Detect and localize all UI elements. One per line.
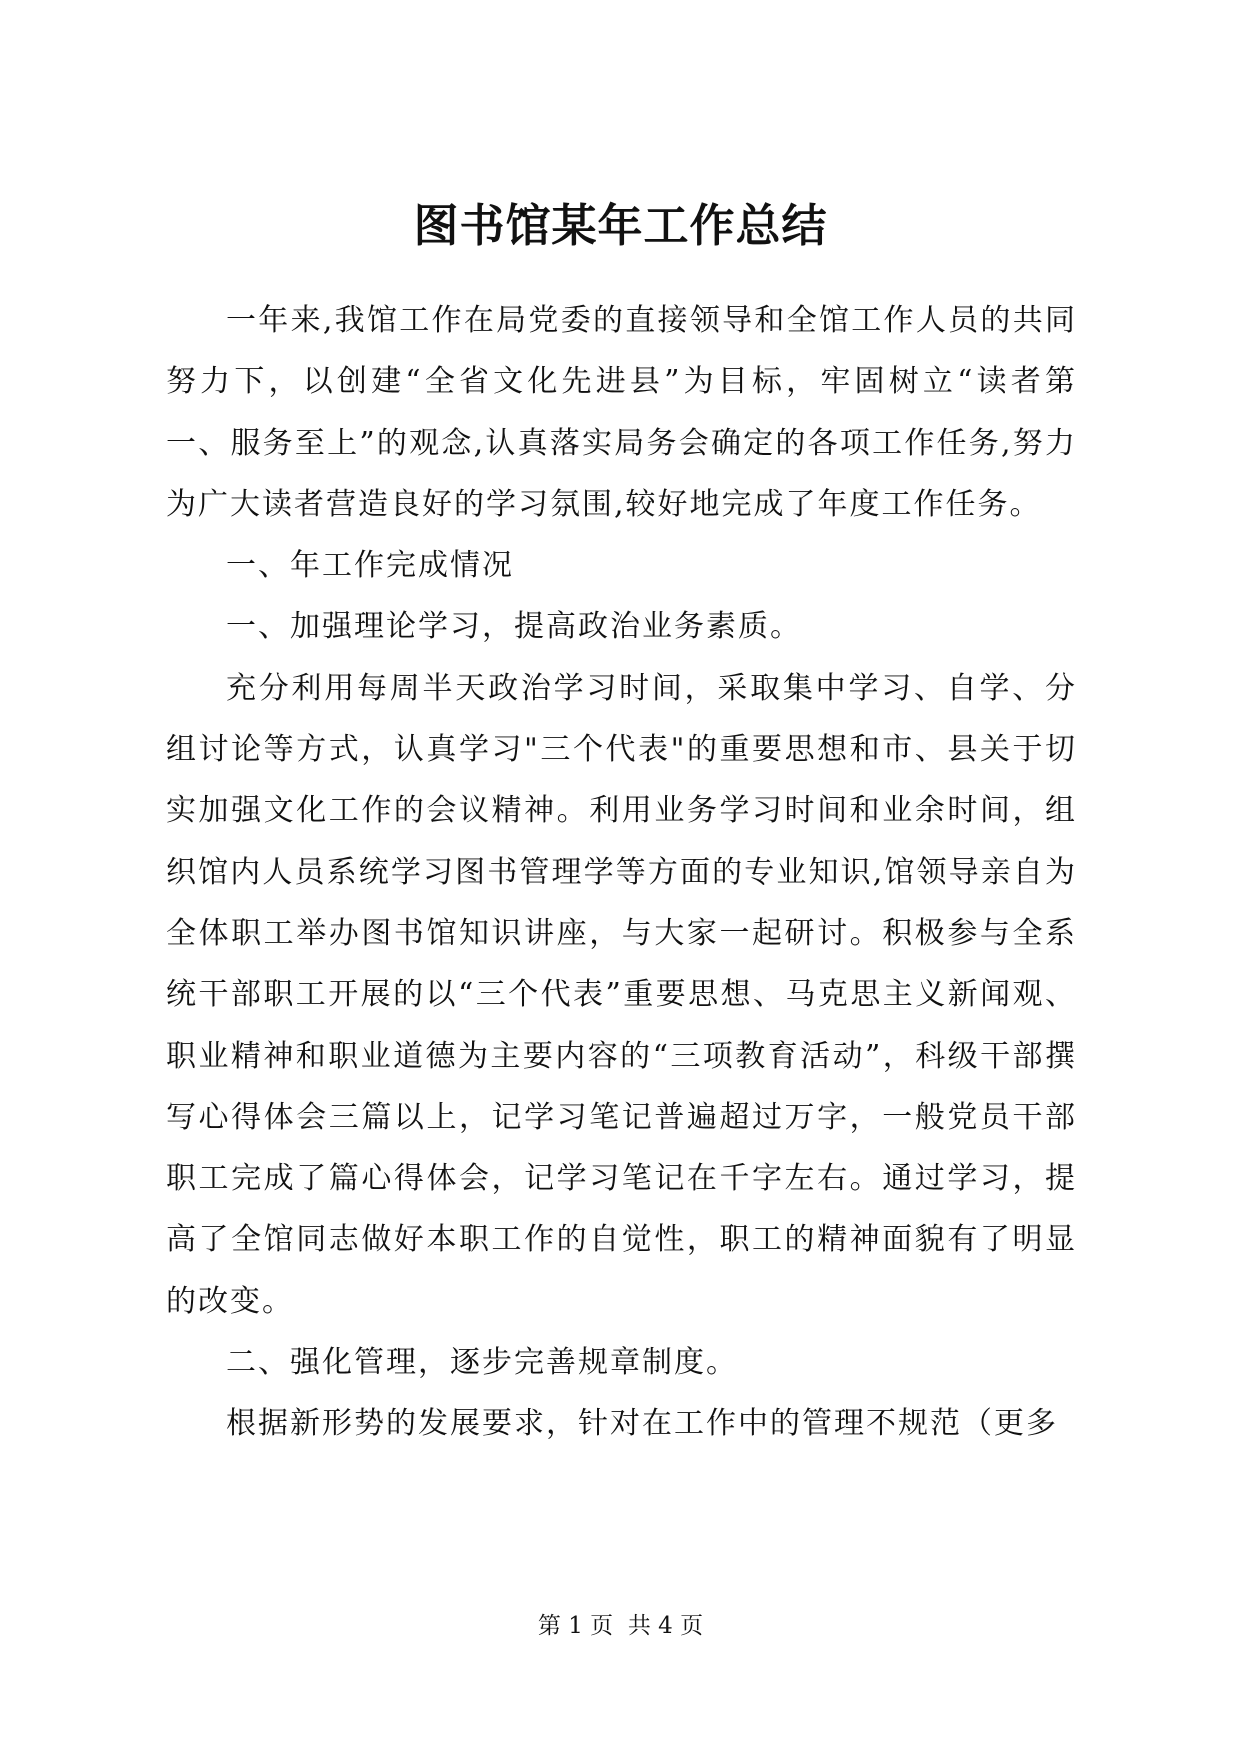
page-number: 第 1 页 (537, 1613, 614, 1639)
section-heading-1: 一、年工作完成情况 (226, 548, 514, 584)
paragraph-management: 根据新形势的发展要求，针对在工作中的管理不规范（更多 (226, 1406, 1058, 1442)
document-title: 图书馆某年工作总结 (413, 199, 828, 252)
subsection-heading-2: 二、强化管理，逐步完善规章制度。 (226, 1345, 738, 1381)
paragraph-intro: 一年来,我馆工作在局党委的直接领导和全馆工作人员的共同努力下，以创建“全省文化先进县”为目标，牢固树立“读者第一、服务至上”的观念,认真落实局务会确定的各项工作任务,努力为广大读者营造良好的学习氛围,较好地完成了年度工作任务。 (166, 303, 1077, 522)
footer-spacer (613, 1613, 628, 1639)
paragraph-study: 充分利用每周半天政治学习时间，采取集中学习、自学、分组讨论等方式，认真学习"三个代表"的重要思想和市、县关于切实加强文化工作的会议精神。利用业务学习时间和业余时间，组织馆内人员系统学习图书管理学等方面的专业知识,馆领导亲自为全体职工举办图书馆知识讲座，与大家一起研讨。积极参与全系统干部职工开展的以“三个代表”重要思想、马克思主义新闻观、职业精神和职业道德为主要内容的“三项教育活动”，科级干部撰写心得体会三篇以上，记学习笔记普遍超过万字，一般党员干部职工完成了篇心得体会，记学习笔记在千字左右。通过学习，提高了全馆同志做好本职工作的自觉性，职工的精神面貌有了明显的改变。 (166, 670, 1077, 1319)
page-footer (0, 1611, 1241, 1641)
page-total: 共 4 页 (627, 1613, 704, 1639)
document-body (166, 290, 1077, 1455)
subsection-heading-1: 一、加强理论学习，提高政治业务素质。 (226, 609, 802, 645)
